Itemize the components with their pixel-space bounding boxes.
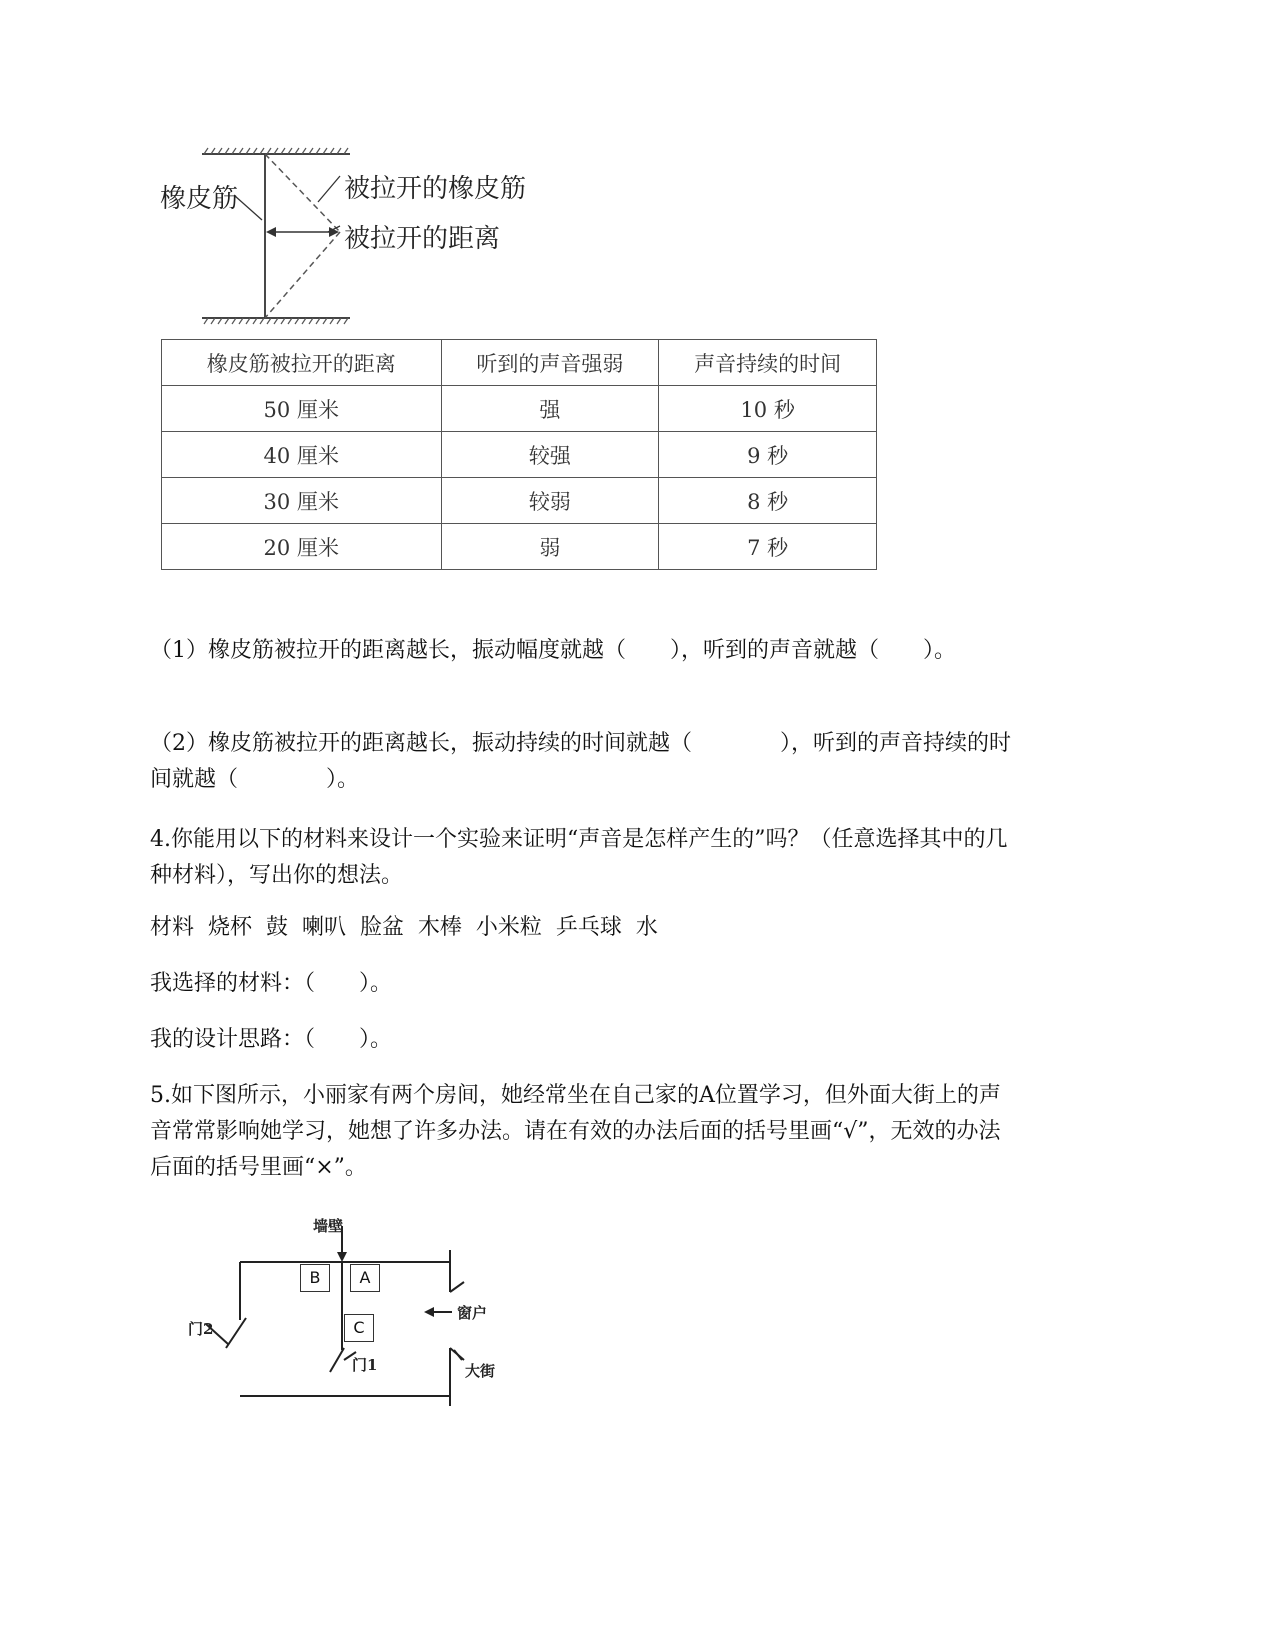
table-cell: 强 — [441, 386, 659, 432]
table-header-cell: 橡皮筋被拉开的距离 — [162, 340, 442, 386]
label-street: 大街 — [465, 1362, 496, 1380]
chosen-materials-line: 我选择的材料：（ ）。 — [150, 971, 393, 996]
materials-list: 材料 烧杯 鼓 喇叭 脸盆 木棒 小米粒 乒乓球 水 — [150, 915, 658, 940]
table-cell: 40 厘米 — [162, 432, 442, 478]
table-cell: 较弱 — [441, 478, 659, 524]
table-cell: 9 秒 — [659, 432, 877, 478]
table-cell: 50 厘米 — [162, 386, 442, 432]
table-cell: 较强 — [441, 432, 659, 478]
question-5-line-2: 音常常影响她学习，她想了许多办法。请在有效的办法后面的括号里画“√”，无效的办法 — [150, 1119, 1001, 1144]
experiment-table — [161, 339, 877, 570]
table-row — [162, 478, 877, 524]
label-wall: 墙壁 — [313, 1217, 344, 1235]
table-cell: 20 厘米 — [162, 524, 442, 570]
label-door-1: 门1 — [352, 1356, 378, 1374]
label-rubber-band: 橡皮筋 — [160, 184, 239, 214]
position-c-box: C — [344, 1314, 374, 1342]
label-window: 窗户 — [457, 1304, 488, 1322]
question-4-line-1: 4.你能用以下的材料来设计一个实验来证明“声音是怎样产生的”吗？（任意选择其中的几 — [150, 827, 1008, 852]
table-cell: 10 秒 — [659, 386, 877, 432]
table-row — [162, 432, 877, 478]
table-cell: 弱 — [441, 524, 659, 570]
question-2-line-1: （2）橡皮筋被拉开的距离越长，振动持续的时间就越（ ），听到的声音持续的时 — [150, 731, 1012, 756]
table-header-row — [162, 340, 877, 386]
design-idea-line: 我的设计思路：（ ）。 — [150, 1027, 393, 1052]
label-door-2: 门2 — [188, 1320, 214, 1338]
label-stretched-distance: 被拉开的距离 — [344, 224, 501, 254]
table-cell: 30 厘米 — [162, 478, 442, 524]
question-5-line-1: 5.如下图所示，小丽家有两个房间，她经常坐在自己家的A位置学习，但外面大街上的声 — [150, 1083, 1001, 1108]
table-cell: 7 秒 — [659, 524, 877, 570]
table-header-cell: 听到的声音强弱 — [441, 340, 659, 386]
table-header-cell: 声音持续的时间 — [659, 340, 877, 386]
table-row — [162, 386, 877, 432]
label-stretched-band: 被拉开的橡皮筋 — [344, 174, 527, 204]
position-a-box: A — [350, 1264, 380, 1292]
question-5-line-3: 后面的括号里画“×”。 — [150, 1155, 367, 1180]
question-4-line-2: 种材料），写出你的想法。 — [150, 863, 404, 888]
position-b-box: B — [300, 1264, 330, 1292]
table-cell: 8 秒 — [659, 478, 877, 524]
question-2-line-2: 间就越（ ）。 — [150, 767, 360, 792]
question-1: （1）橡皮筋被拉开的距离越长，振动幅度就越（ ），听到的声音就越（ ）。 — [150, 638, 956, 663]
table-row — [162, 524, 877, 570]
